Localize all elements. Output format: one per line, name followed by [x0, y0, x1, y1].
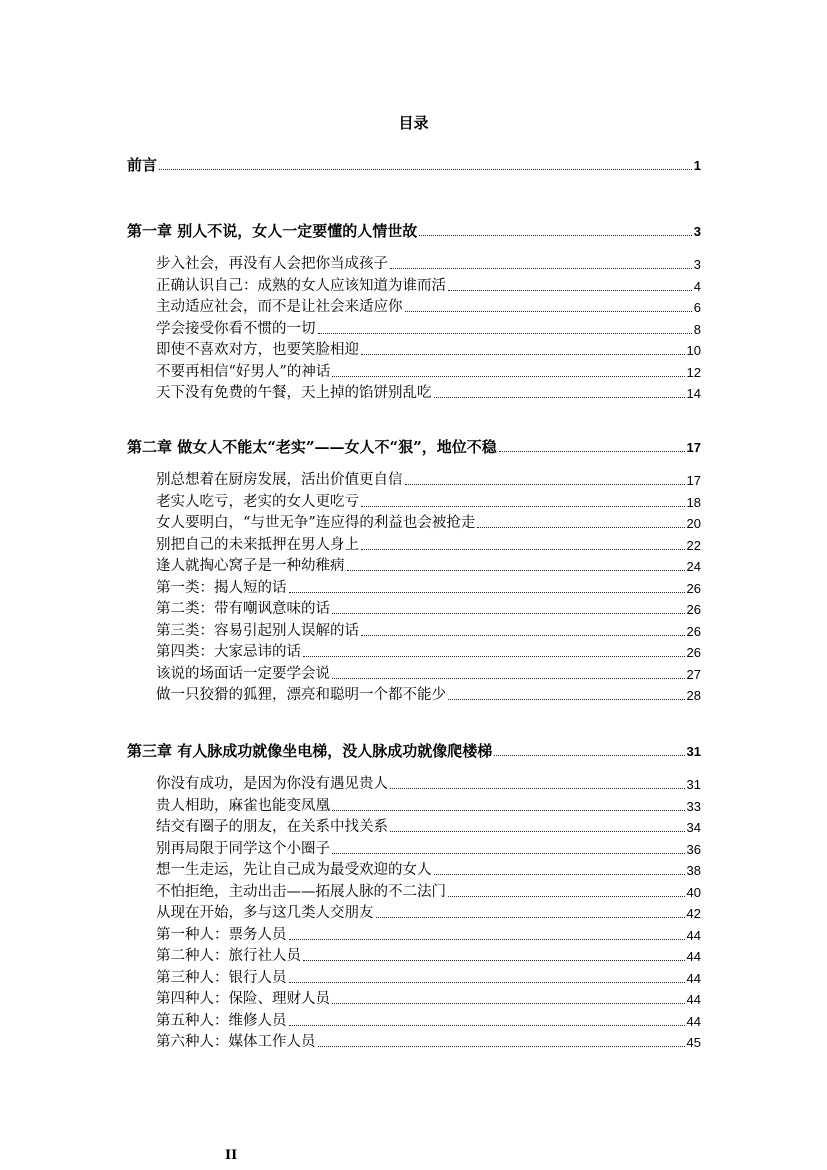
toc-entry-title: 第五种人：维修人员 — [156, 1013, 287, 1029]
dot-leader — [318, 1046, 685, 1047]
toc-entry-chapter[interactable] — [127, 153, 701, 175]
dot-leader — [361, 354, 685, 355]
toc-entry-section[interactable] — [156, 554, 701, 576]
toc-page-number: 12 — [686, 365, 701, 380]
page-title: 目录 — [398, 114, 429, 132]
toc-entry-title: 即使不喜欢对方，也要笑脸相迎 — [156, 342, 359, 358]
toc-entry-title: 老实人吃亏，老实的女人更吃亏 — [156, 494, 359, 510]
dot-leader — [289, 1025, 685, 1026]
toc-page-number: 26 — [686, 645, 701, 660]
toc-page-number: 42 — [686, 906, 701, 921]
toc-entry-section[interactable] — [156, 490, 701, 512]
dot-leader — [434, 397, 685, 398]
toc-page-number: 38 — [686, 863, 701, 878]
dot-leader — [332, 1003, 685, 1004]
dot-leader — [405, 484, 685, 485]
toc-entry-title: 想一生走运，先让自己成为最受欢迎的女人 — [156, 862, 432, 878]
dot-leader — [390, 831, 685, 832]
toc-entry-section[interactable] — [156, 944, 701, 966]
toc-entry-title: 别总想着在厨房发展，活出价值更自信 — [156, 472, 403, 488]
toc-entry-section[interactable] — [156, 794, 701, 816]
toc-entry-section[interactable] — [156, 381, 701, 403]
toc-entry-title: 步入社会，再没有人会把你当成孩子 — [156, 256, 388, 272]
toc-entry-title: 结交有圈子的朋友，在关系中找关系 — [156, 819, 388, 835]
toc-entry-section[interactable] — [156, 1030, 701, 1052]
toc-page-number: 34 — [686, 820, 701, 835]
dot-leader — [361, 549, 685, 550]
toc-page-number: 6 — [693, 300, 701, 315]
toc-entry-section[interactable] — [156, 966, 701, 988]
toc-entry-title: 别把自己的未来抵押在男人身上 — [156, 537, 359, 553]
toc-entry-section[interactable] — [156, 252, 701, 274]
dot-leader — [347, 570, 685, 571]
toc-page-number: 8 — [693, 322, 701, 337]
dot-leader — [494, 755, 684, 756]
toc-entry-section[interactable] — [156, 597, 701, 619]
toc-entry-title: 做一只狡猾的狐狸，漂亮和聪明一个都不能少 — [156, 687, 446, 703]
toc-entry-section[interactable] — [156, 683, 701, 705]
toc-entry-section[interactable] — [156, 640, 701, 662]
toc-entry-title: 第三种人：银行人员 — [156, 970, 287, 986]
toc-entry-title: 第一类：揭人短的话 — [156, 580, 287, 596]
toc-entry-title: 贵人相助，麻雀也能变凤凰 — [156, 798, 330, 814]
toc-entry-section[interactable] — [156, 317, 701, 339]
toc-entry-section[interactable] — [156, 772, 701, 794]
toc-page-number: 36 — [686, 842, 701, 857]
toc-page-number: 3 — [693, 224, 701, 239]
toc-page-number: 27 — [686, 667, 701, 682]
toc-entry-section[interactable] — [156, 511, 701, 533]
toc-page-number: 44 — [686, 971, 701, 986]
dot-leader — [289, 592, 685, 593]
toc-page-number: 45 — [686, 1035, 701, 1050]
dot-leader — [434, 874, 685, 875]
toc-entry-section[interactable] — [156, 880, 701, 902]
toc-entry-section[interactable] — [156, 274, 701, 296]
dot-leader — [477, 527, 684, 528]
dot-leader — [419, 235, 692, 236]
toc-entry-title: 你没有成功，是因为你没有遇见贵人 — [156, 776, 388, 792]
dot-leader — [405, 311, 692, 312]
toc-entry-section[interactable] — [156, 901, 701, 923]
toc-entry-chapter[interactable] — [127, 435, 701, 457]
toc-entry-section[interactable] — [156, 338, 701, 360]
dot-leader — [448, 290, 692, 291]
toc-page-number: 22 — [686, 538, 701, 553]
toc-entry-section[interactable] — [156, 662, 701, 684]
dot-leader — [376, 917, 685, 918]
toc-entry-title: 不要再相信“好男人”的神话 — [156, 364, 331, 380]
toc-entry-title: 第二种人：旅行社人员 — [156, 948, 301, 964]
toc-page-number: 40 — [686, 885, 701, 900]
toc-page-number: 44 — [686, 1014, 701, 1029]
toc-entry-section[interactable] — [156, 360, 701, 382]
dot-leader — [159, 169, 692, 170]
toc-entry-section[interactable] — [156, 295, 701, 317]
toc-entry-section[interactable] — [156, 987, 701, 1009]
dot-leader — [448, 699, 685, 700]
toc-page-number: 10 — [686, 343, 701, 358]
toc-entry-title: 第四类：大家忌讳的话 — [156, 644, 301, 660]
page-footer-mark: II — [225, 1148, 238, 1163]
toc-entry-section[interactable] — [156, 1009, 701, 1031]
toc-page-number: 44 — [686, 949, 701, 964]
dot-leader — [303, 960, 685, 961]
toc-page-number: 24 — [686, 559, 701, 574]
toc-page-number: 26 — [686, 581, 701, 596]
dot-leader — [361, 635, 685, 636]
dot-leader — [499, 451, 685, 452]
toc-entry-title: 第一种人：票务人员 — [156, 927, 287, 943]
dot-leader — [318, 333, 692, 334]
dot-leader — [390, 268, 692, 269]
dot-leader — [448, 896, 685, 897]
toc-entry-title: 第二类：带有嘲讽意味的话 — [156, 601, 330, 617]
toc-entry-section[interactable] — [156, 468, 701, 490]
dot-leader — [332, 678, 685, 679]
toc-entry-title: 正确认识自己：成熟的女人应该知道为谁而活 — [156, 278, 446, 294]
toc-page-number: 20 — [686, 516, 701, 531]
toc-entry-section[interactable] — [156, 619, 701, 641]
toc-page-number: 44 — [686, 928, 701, 943]
dot-leader — [289, 939, 685, 940]
toc-entry-chapter[interactable] — [127, 219, 701, 241]
dot-leader — [332, 376, 684, 377]
toc-entry-title: 该说的场面话一定要学会说 — [156, 666, 330, 682]
toc-entry-title: 第三类：容易引起别人误解的话 — [156, 623, 359, 639]
toc-page-number: 31 — [686, 744, 701, 759]
toc-page-number: 33 — [686, 799, 701, 814]
toc-page-number: 18 — [686, 495, 701, 510]
dot-leader — [390, 788, 685, 789]
toc-page-number: 28 — [686, 688, 701, 703]
toc-entry-title: 天下没有免费的午餐，天上掉的馅饼别乱吃 — [156, 385, 432, 401]
toc-entry-section[interactable] — [156, 923, 701, 945]
dot-leader — [332, 810, 685, 811]
toc-entry-title: 学会接受你看不惯的一切 — [156, 321, 316, 337]
toc-entry-title: 逢人就掏心窝子是一种幼稚病 — [156, 558, 345, 574]
toc-entry-section[interactable] — [156, 576, 701, 598]
toc-entry-title: 第三章 有人脉成功就像坐电梯，没人脉成功就像爬楼梯 — [127, 742, 493, 760]
toc-entry-section[interactable] — [156, 533, 701, 555]
toc-page-number: 44 — [686, 992, 701, 1007]
toc-page-number: 26 — [686, 624, 701, 639]
toc-entry-title: 第二章 做女人不能太“老实”——女人不“狠”，地位不稳 — [127, 438, 497, 456]
toc-page-number: 3 — [693, 257, 701, 272]
dot-leader — [289, 982, 685, 983]
toc-page-number: 31 — [686, 777, 701, 792]
toc-entry-title: 主动适应社会，而不是让社会来适应你 — [156, 299, 403, 315]
toc-page-number: 14 — [686, 386, 701, 401]
toc-page-number: 17 — [686, 473, 701, 488]
toc-entry-section[interactable] — [156, 837, 701, 859]
toc-page-number: 17 — [686, 440, 701, 455]
toc-page-number: 4 — [693, 279, 701, 294]
toc-entry-title: 第六种人：媒体工作人员 — [156, 1034, 316, 1050]
toc-entry-section[interactable] — [156, 815, 701, 837]
dot-leader — [361, 506, 685, 507]
dot-leader — [303, 656, 685, 657]
toc-entry-title: 女人要明白，“与世无争”连应得的利益也会被抢走 — [156, 515, 476, 531]
toc-entry-section[interactable] — [156, 858, 701, 880]
toc-page-number: 1 — [693, 158, 701, 173]
toc-entry-title: 第一章 别人不说，女人一定要懂的人情世故 — [127, 222, 418, 240]
dot-leader — [332, 613, 685, 614]
toc-entry-title: 从现在开始，多与这几类人交朋友 — [156, 905, 374, 921]
toc-entry-chapter[interactable] — [127, 739, 701, 761]
toc-page-number: 26 — [686, 602, 701, 617]
toc-entry-title: 前言 — [127, 156, 158, 174]
toc-entry-title: 别再局限于同学这个小圈子 — [156, 841, 330, 857]
toc-entry-title: 不怕拒绝，主动出击——拓展人脉的不二法门 — [156, 884, 446, 900]
toc-entry-title: 第四种人：保险、理财人员 — [156, 991, 330, 1007]
dot-leader — [332, 853, 685, 854]
